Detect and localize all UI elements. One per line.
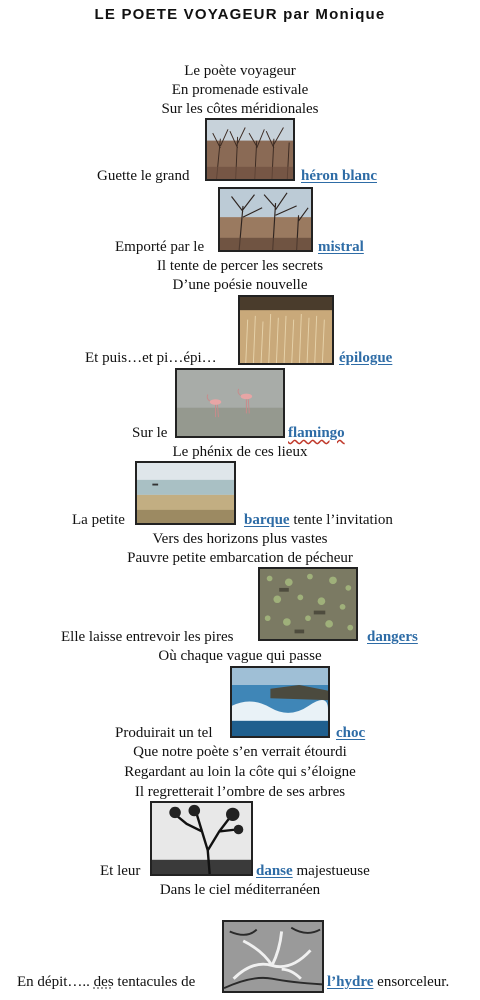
mistral-link[interactable]: mistral [318, 239, 364, 255]
poem-line: Guette le grand [97, 168, 190, 184]
poem-line: Emporté par le [115, 239, 205, 255]
flamingo-link[interactable]: flamingo [288, 425, 345, 441]
reeds-photo [238, 295, 334, 365]
hydre-line[interactable]: l’hydre ensorceleur. [327, 974, 450, 990]
poem-line: Sur le [132, 425, 168, 441]
poem-line: Dans le ciel méditerranéen [159, 882, 321, 898]
poem-line: Produirait un tel [115, 725, 213, 741]
barque-line[interactable]: barque tente l’invitation [244, 512, 393, 528]
poem-line: Où chaque vague qui passe [158, 648, 322, 664]
epilogue-link[interactable]: épilogue [339, 350, 393, 366]
dangers-photo [258, 567, 358, 641]
poem-line: Regardant au loin la côte qui s’éloigne [124, 764, 356, 780]
waves-photo [230, 666, 330, 738]
poem-line: Pauvre petite embarcation de pécheur [127, 550, 353, 566]
poem-line: Elle laisse entrevoir les pires [61, 629, 234, 645]
poem-line: Et leur [100, 863, 141, 879]
poem-line: Le phénix de ces lieux [172, 444, 308, 460]
dangers-link[interactable]: dangers [367, 629, 418, 645]
poem-line: D’une poésie nouvelle [172, 277, 308, 293]
barque-link[interactable]: barque [244, 512, 290, 528]
flamingo-photo [175, 368, 285, 438]
choc-link[interactable]: choc [336, 725, 366, 741]
poem-line: Vers des horizons plus vastes [152, 531, 328, 547]
hydre-link[interactable]: l’hydre [327, 974, 374, 990]
page-title: LE POETE VOYAGEUR par Monique [94, 6, 386, 23]
poem-line: Il tente de percer les secrets [156, 258, 324, 274]
heron-blanc-link[interactable]: héron blanc [301, 168, 377, 184]
poem-line: La petite [72, 512, 125, 528]
tree-photo [150, 801, 253, 876]
poem-line: Le poète voyageur [184, 63, 296, 79]
poem-line: Et puis…et pi…épi… [85, 350, 217, 366]
mistral-photo [218, 187, 313, 252]
hydra-tree-photo [222, 920, 324, 993]
poem-line: En dépit….. des tentacules de [17, 974, 196, 990]
poem-line: Sur les côtes méridionales [161, 101, 319, 117]
heron-photo [205, 118, 295, 181]
poem-line: En promenade estivale [171, 82, 309, 98]
danse-link[interactable]: danse [256, 863, 293, 879]
poem-line: Que notre poète s’en verrait étourdi [133, 744, 347, 760]
danse-line[interactable]: danse majestueuse [256, 863, 370, 879]
poem-line: Il regretterait l’ombre de ses arbres [134, 784, 346, 800]
boat-photo [135, 461, 236, 525]
